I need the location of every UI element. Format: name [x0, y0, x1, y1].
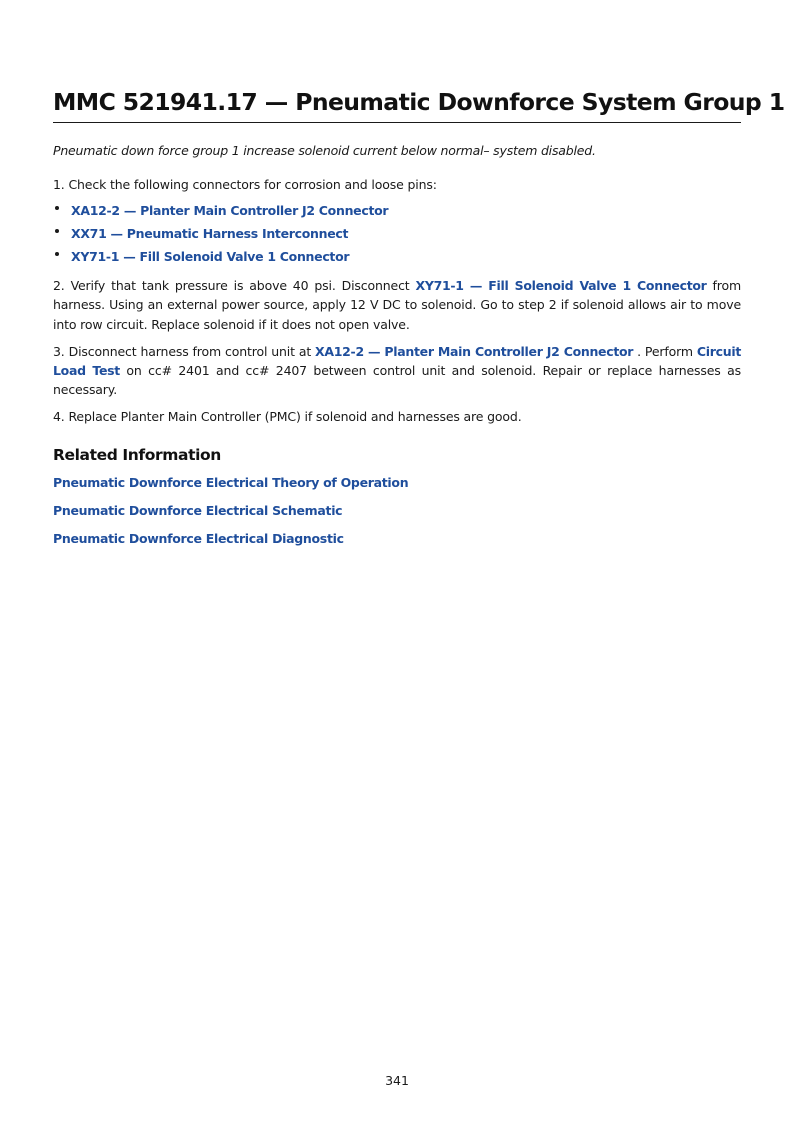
related-link-theory-of-operation[interactable]: Pneumatic Downforce Electrical Theory of Operation: [53, 474, 409, 490]
step-2-connector-link[interactable]: XY71-1 — Fill Solenoid Valve 1 Connector: [415, 278, 707, 294]
step-3-paragraph: [53, 342, 741, 400]
fault-summary: Pneumatic down force group 1 increase solenoid current below normal– system disabled.: [53, 143, 596, 158]
connector-link-xa12-2[interactable]: XA12-2 — Planter Main Controller J2 Connector: [71, 203, 389, 219]
list-item: [55, 245, 741, 268]
bullet-icon: [55, 252, 59, 256]
step-4-text: 4. Replace Planter Main Controller (PMC) if solenoid and harnesses are good.: [53, 409, 522, 425]
page-title: MMC 521941.17 — Pneumatic Downforce System Group 1: [53, 84, 741, 123]
related-information-heading: Related Information: [53, 445, 221, 464]
document-page: [53, 84, 785, 551]
list-item: [55, 199, 741, 222]
step-3-text-after: on cc# 2401 and cc# 2407 between control unit and solenoid. Repair or replace harnesses as necessary.: [53, 363, 741, 398]
step-2-text-before: 2. Verify that tank pressure is above 40 psi. Disconnect: [53, 278, 416, 294]
step-2-paragraph: [53, 276, 741, 334]
list-item: [55, 222, 741, 245]
connector-link-xx71[interactable]: XX71 — Pneumatic Harness Interconnect: [71, 226, 349, 242]
step-1-text: 1. Check the following connectors for corrosion and loose pins:: [53, 177, 437, 192]
bullet-icon: [55, 206, 59, 210]
step-3-connector-link[interactable]: XA12-2 — Planter Main Controller J2 Connector: [315, 343, 634, 359]
step-2-text-after: from harness. Using an external power source, apply 12 V DC to solenoid. Go to step 2 if solenoid allows air to move into row circuit. Replace solenoid if it does not open valve.: [53, 278, 741, 332]
connector-link-xy71-1[interactable]: XY71-1 — Fill Solenoid Valve 1 Connector: [71, 249, 350, 265]
step-3-text-middle: . Perform: [633, 343, 697, 359]
step-3-text-before: 3. Disconnect harness from control unit at: [53, 343, 316, 359]
connector-list: [53, 199, 741, 268]
bullet-icon: [55, 229, 59, 233]
related-link-diagnostic[interactable]: Pneumatic Downforce Electrical Diagnostic: [53, 530, 344, 546]
related-link-schematic[interactable]: Pneumatic Downforce Electrical Schematic: [53, 502, 343, 518]
circuit-load-test-link[interactable]: Circuit Load Test: [53, 343, 741, 379]
page-number: 341: [385, 1073, 409, 1088]
